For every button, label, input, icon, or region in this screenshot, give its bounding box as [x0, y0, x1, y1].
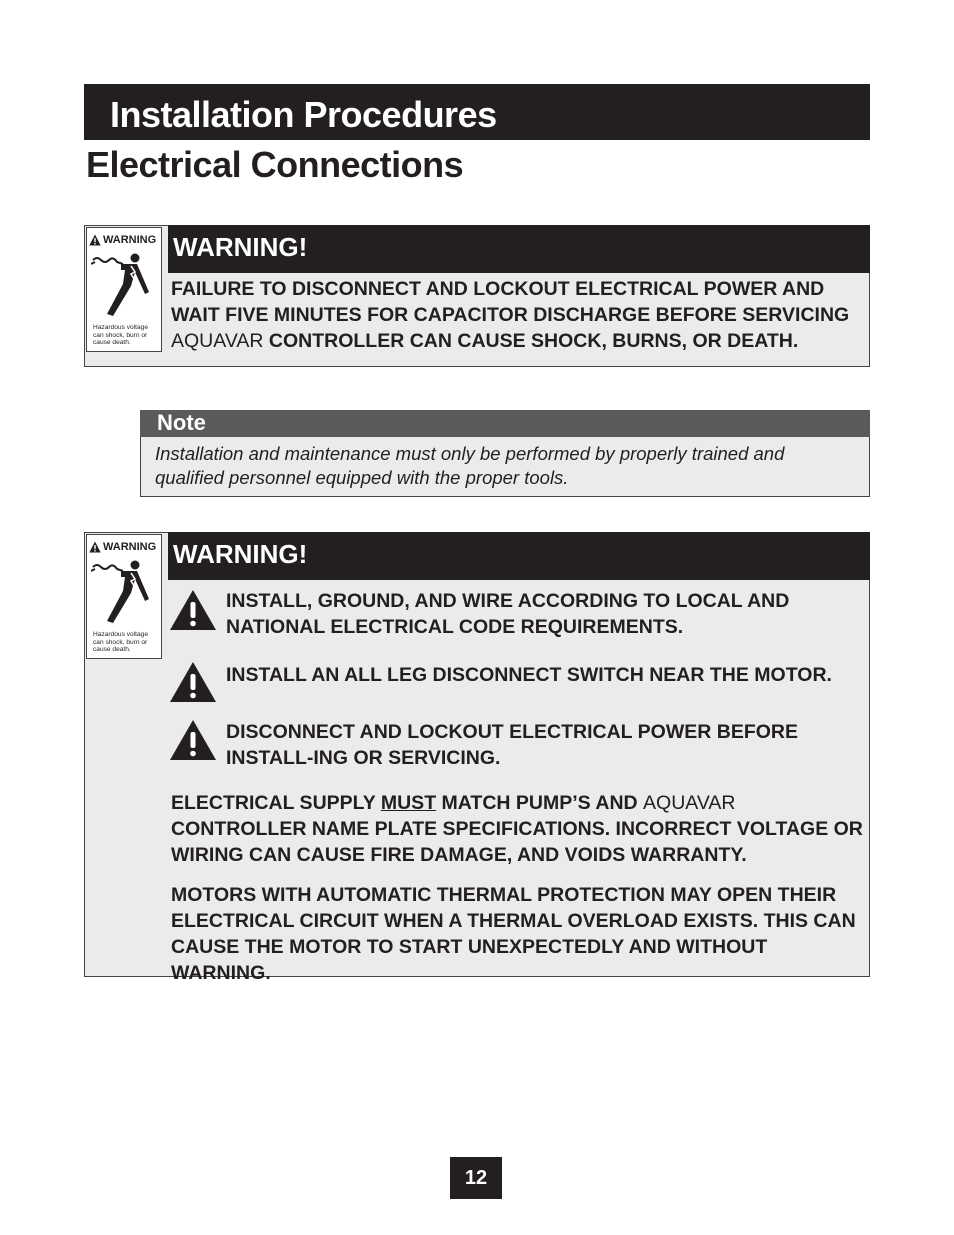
page-header-title: Installation Procedures	[110, 94, 497, 135]
warning-triangle-icon	[89, 541, 101, 553]
warning-box-1	[84, 225, 870, 367]
note-bar	[140, 410, 870, 437]
emphasis-must: MUST	[380, 792, 437, 814]
warning-title-2: WARNING!	[173, 539, 308, 569]
electric-shock-icon	[91, 252, 159, 322]
hazard-label	[86, 227, 162, 352]
warning-1-text: FAILURE TO DISCONNECT AND LOCKOUT ELECTRICAL POWER AND WAIT FIVE MINUTES FOR CAPACITOR DISCHARGE BEFORE SERVICING AQUAVAR CONTROLLER CAN CAUSE SHOCK, BURNS, OR DEATH.	[171, 278, 850, 352]
brand-name: AQUAVAR	[643, 792, 736, 814]
caution-triangle-icon	[169, 719, 217, 761]
warning-bar-1	[168, 225, 870, 273]
section-title: Electrical Connections	[86, 144, 464, 185]
hazard-label-heading: WARNING	[89, 231, 161, 249]
brand-name: AQUAVAR	[171, 330, 264, 352]
motors-warning-text: MOTORS WITH AUTOMATIC THERMAL PROTECTION MAY OPEN THEIR ELECTRICAL CIRCUIT WHEN A THERMAL OVERLOAD EXISTS. THIS CAN CAUSE THE MOTOR TO START UNEXPECTEDLY AND WITHOUT WARNING.	[171, 884, 856, 984]
hazard-label-heading: WARNING	[89, 538, 161, 556]
supply-warning-text: ELECTRICAL SUPPLY MUST MATCH PUMP’S AND AQUAVAR CONTROLLER NAME PLATE SPECIFICATIONS. INCORRECT VOLTAGE OR WIRING CAN CAUSE FIRE DAMAGE, AND VOIDS WARRANTY.	[171, 792, 863, 866]
hazard-label-caption: Hazardous voltage can shock, burn or cause death.	[93, 631, 148, 654]
hazard-label	[86, 534, 162, 659]
hazard-label-caption: Hazardous voltage can shock, burn or cause death.	[93, 324, 148, 347]
warning-title-1: WARNING!	[173, 232, 308, 262]
caution-triangle-icon	[169, 589, 217, 631]
page-number: 12	[450, 1157, 502, 1199]
header-bar	[84, 84, 870, 140]
note-text: Installation and maintenance must only be performed by properly trained and qualified personnel equipped with the proper tools.	[155, 443, 785, 488]
warning-box-2	[84, 532, 870, 984]
note-title: Note	[157, 410, 206, 435]
caution-triangle-icon	[169, 661, 217, 703]
warning-item-3: DISCONNECT AND LOCKOUT ELECTRICAL POWER BEFORE INSTALL-ING OR SERVICING.	[226, 721, 799, 769]
electric-shock-icon	[91, 559, 159, 629]
warning-item-1: INSTALL, GROUND, AND WIRE ACCORDING TO LOCAL AND NATIONAL ELECTRICAL CODE REQUIREMENTS.	[226, 590, 790, 638]
warning-bar-2	[168, 532, 870, 580]
note-box	[140, 410, 870, 497]
warning-triangle-icon	[89, 234, 101, 246]
warning-item-2: INSTALL AN ALL LEG DISCONNECT SWITCH NEAR THE MOTOR.	[226, 664, 832, 686]
